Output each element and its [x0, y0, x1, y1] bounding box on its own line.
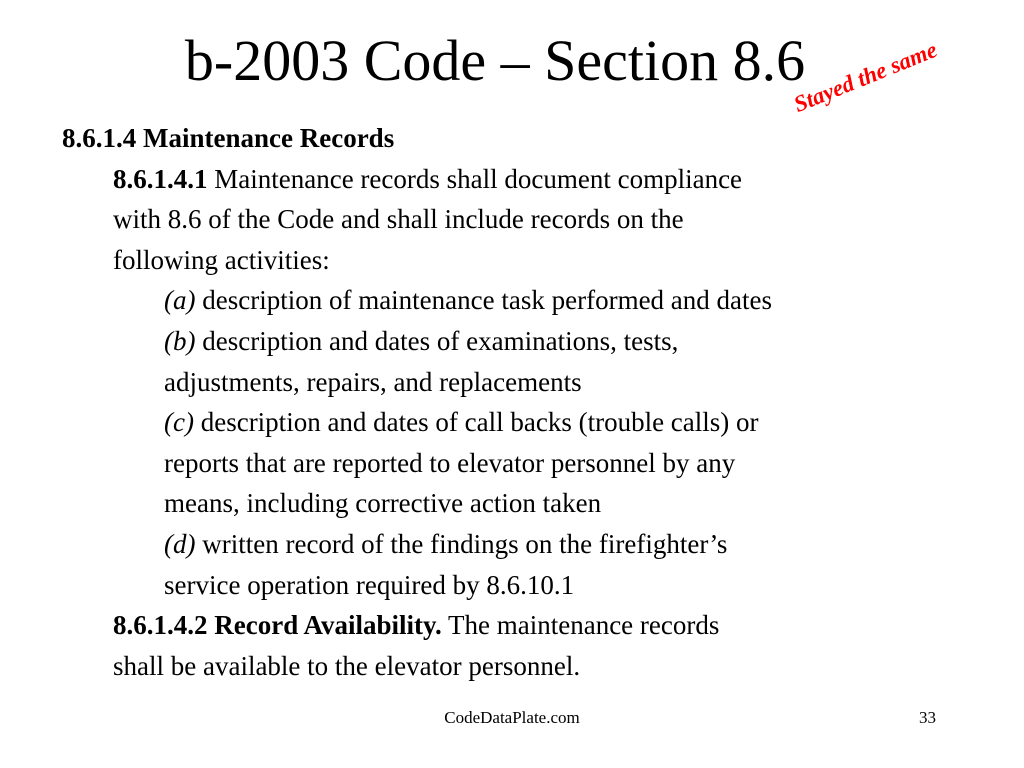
list-marker: (d) [164, 528, 196, 559]
paragraph-line: following activities: [113, 244, 330, 275]
paragraph-number: 8.6.1.4.1 [113, 163, 208, 194]
slide-title: b-2003 Code – Section 8.6 [184, 28, 806, 93]
list-item-text: description of maintenance task performed and dates [202, 285, 773, 316]
record-availability-heading: 8.6.1.4.2 Record Availability. [113, 610, 442, 641]
list-marker: (a) [164, 285, 196, 316]
list-item-continuation: service operation required by 8.6.10.1 [164, 569, 575, 600]
paragraph-text: Maintenance records shall document compliance [214, 163, 743, 194]
footer-site: CodeDataPlate.com [444, 708, 580, 727]
list-item-c [62, 402, 962, 443]
list-item-d [62, 524, 962, 565]
paragraph-line: with 8.6 of the Code and shall include records on the [113, 204, 684, 235]
list-item-text: written record of the findings on the firefighter’s [202, 528, 728, 559]
paragraph-line [62, 159, 962, 200]
list-marker: (b) [164, 325, 196, 356]
list-item-a [62, 280, 962, 321]
list-item-continuation: reports that are reported to elevator personnel by any [164, 447, 736, 478]
paragraph-line [62, 605, 962, 646]
list-item-continuation: means, including corrective action taken [164, 488, 602, 519]
list-item-continuation: adjustments, repairs, and replacements [164, 366, 582, 397]
section-heading: 8.6.1.4 Maintenance Records [62, 123, 395, 153]
paragraph-line: shall be available to the elevator personnel. [113, 650, 581, 681]
list-item-text: description and dates of examinations, tests, [202, 325, 679, 356]
page-number: 33 [919, 708, 936, 727]
paragraph-text: The maintenance records [448, 610, 720, 641]
list-item-text: description and dates of call backs (trouble calls) or [200, 407, 759, 438]
slide-body [62, 118, 962, 686]
list-item-b [62, 321, 962, 362]
list-marker: (c) [164, 407, 194, 438]
stayed-the-same-annotation: Stayed the same [790, 36, 941, 118]
